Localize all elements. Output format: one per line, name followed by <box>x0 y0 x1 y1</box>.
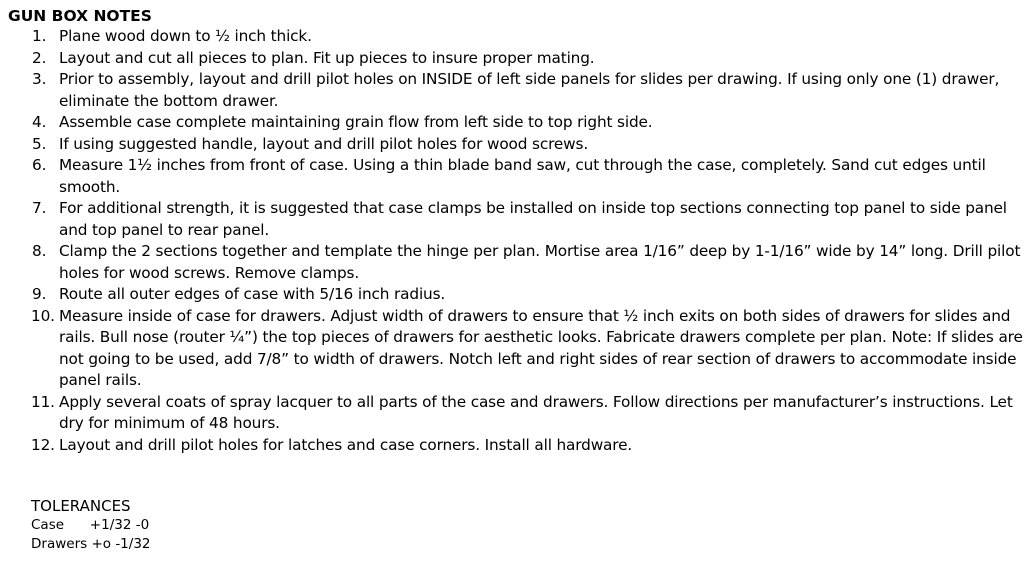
tolerance-drawers-value: +o -1/32 <box>91 536 151 552</box>
gun-box-notes-document <box>8 6 1026 456</box>
note-item <box>8 134 1026 156</box>
note-number: 8. <box>32 242 47 260</box>
note-number: 5. <box>32 134 47 153</box>
note-item <box>8 26 1026 48</box>
tolerance-case-label: Case <box>31 517 65 533</box>
note-item <box>8 48 1026 70</box>
note-item <box>8 306 1026 392</box>
note-number: 1. <box>32 27 47 45</box>
tolerance-row-case <box>31 516 151 535</box>
note-item <box>8 435 1026 457</box>
note-text: If using suggested handle, layout and drill pilot holes for wood screws. <box>59 134 589 153</box>
note-text: Layout and drill pilot holes for latches and case corners. Install all hardware. <box>59 435 633 454</box>
note-text: Route all outer edges of case with 5/16 inch radius. <box>59 285 446 303</box>
note-number: 6. <box>32 156 47 174</box>
note-item <box>8 155 1026 198</box>
note-number: 10. <box>31 306 55 325</box>
tolerances-section <box>31 496 151 554</box>
document-title: GUN BOX NOTES <box>8 7 152 25</box>
note-item <box>8 392 1026 435</box>
note-item <box>8 69 1026 112</box>
note-item <box>8 112 1026 134</box>
note-text: For additional strength, it is suggested that case clamps be installed on inside top sections connecting top panel to side panel and top panel to rear panel. <box>59 199 1007 239</box>
note-text: Prior to assembly, layout and drill pilot holes on INSIDE of left side panels for slides per drawing. If using only one (1) drawer, eliminate the bottom drawer. <box>59 70 1000 110</box>
note-text: Measure 1½ inches from front of case. Using a thin blade band saw, cut through the case, completely. Sand cut edges until smooth. <box>59 156 986 196</box>
note-number: 9. <box>32 285 47 303</box>
note-number: 7. <box>32 199 47 217</box>
note-text: Clamp the 2 sections together and template the hinge per plan. Mortise area 1/16” deep by 1-1/16” wide by 14” long. Drill pilot holes for wood screws. Remove clamps. <box>59 242 1021 282</box>
note-number: 2. <box>32 48 47 67</box>
tolerance-row-drawers <box>31 535 151 554</box>
tolerance-drawers-label: Drawers <box>31 536 88 552</box>
note-text: Assemble case complete maintaining grain flow from left side to top right side. <box>59 113 653 131</box>
tolerance-case-value: +1/32 -0 <box>89 517 150 533</box>
note-item <box>8 284 1026 306</box>
note-number: 12. <box>31 435 55 454</box>
note-text: Measure inside of case for drawers. Adjust width of drawers to ensure that ½ inch exits on both sides of drawers for slides and rails. Bull nose (router ¼”) the top pieces of drawers for aesthetic looks. Fabricate drawers complete per plan. Note: If slides are not going to be used, add 7/8” to width of drawers. Notch left and right sides of rear section of drawers to accommodate inside panel rails. <box>59 306 1023 389</box>
notes-list <box>8 26 1026 456</box>
note-number: 3. <box>32 70 47 88</box>
tolerances-title: TOLERANCES <box>31 497 131 515</box>
note-text: Apply several coats of spray lacquer to all parts of the case and drawers. Follow directions per manufacturer’s instructions. Let dry for minimum of 48 hours. <box>59 392 1013 432</box>
note-number: 11. <box>31 392 55 411</box>
note-item <box>8 241 1026 284</box>
note-text: Layout and cut all pieces to plan. Fit up pieces to insure proper mating. <box>59 48 595 67</box>
note-number: 4. <box>32 113 47 131</box>
note-text: Plane wood down to ½ inch thick. <box>59 27 312 45</box>
note-item <box>8 198 1026 241</box>
